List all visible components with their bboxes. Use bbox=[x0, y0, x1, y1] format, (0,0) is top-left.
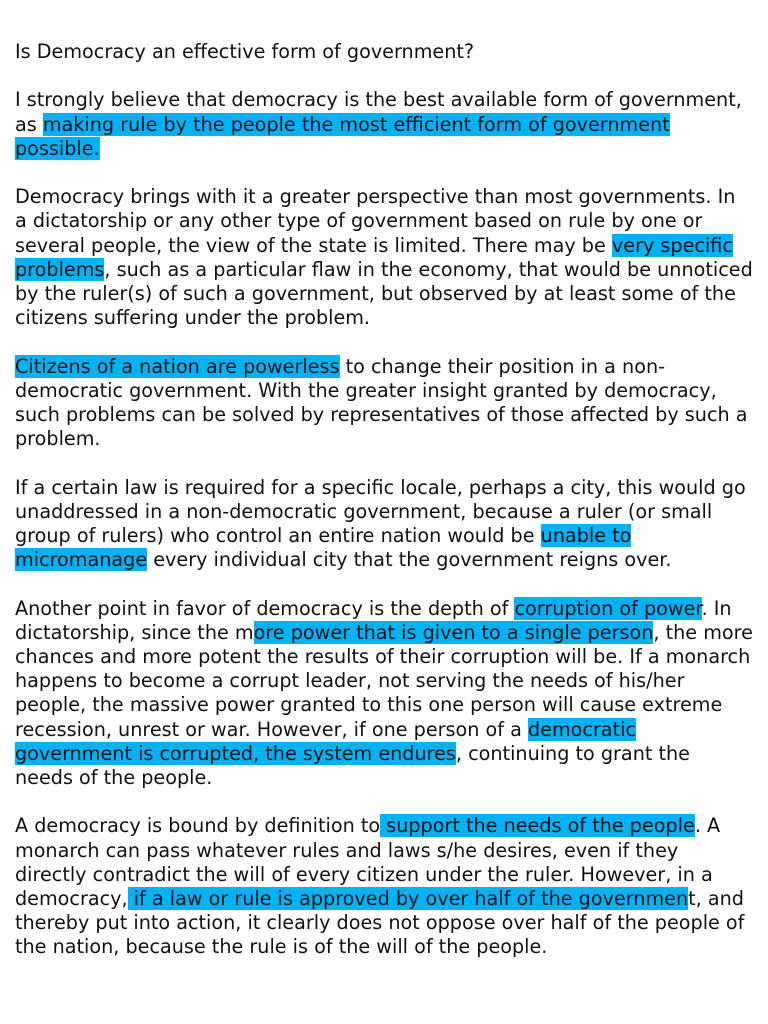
paragraph-2 bbox=[15, 185, 753, 330]
highlighted-text: corruption of power bbox=[514, 596, 702, 620]
paragraph-4 bbox=[15, 476, 753, 573]
paragraph-text: . In dictatorship, since the m bbox=[15, 596, 732, 644]
highlighted-text: support the needs of the people bbox=[380, 814, 695, 838]
paragraph-text: Democracy brings with it a greater perspective than most governments. In a dictatorship or any other type of government based on rule by one or several people, the view of the state is limited. There may be bbox=[15, 185, 736, 257]
paragraph-text: . A monarch can pass whatever rules and laws s/he desires, even if they directly contradict the will of every citizen under the ruler. However, in a democracy, bbox=[15, 814, 721, 911]
paragraph-6 bbox=[15, 814, 753, 959]
highlighted-text: unable to micromanage bbox=[15, 524, 632, 572]
paragraph-text: I strongly believe that democracy is the best available form of government, as bbox=[15, 88, 742, 136]
paragraph-text: , the more chances and more potent the results of their corruption will be. If a monarch happens to become a corrupt leader, not serving the needs of his/her people, the massive power granted to this one person will cause extreme recession, unrest or war. However, if one person of a bbox=[15, 620, 753, 741]
paragraph-text: t, and thereby put into action, it clearly does not oppose over half of the people of the nation, because the rule is of the will of the people. bbox=[15, 887, 745, 959]
highlighted-text: Citizens of a nation are powerless bbox=[15, 354, 340, 378]
paragraph-text: every individual city that the government reigns over. bbox=[147, 548, 672, 572]
paragraph-text: Another point in favor of democracy is the depth of bbox=[15, 596, 515, 620]
highlighted-text: democratic government is corrupted, the system endures bbox=[15, 717, 636, 765]
paragraph-3 bbox=[15, 355, 753, 452]
paragraph-text: If a certain law is required for a specific locale, perhaps a city, this would go unaddressed in a non-democratic government, because a ruler (or small group of rulers) who control an entire nation would be bbox=[15, 475, 746, 547]
paragraph-text: A democracy is bound by definition to bbox=[15, 814, 381, 838]
document-body bbox=[15, 88, 753, 959]
highlighted-text: making rule by the people the most efficient form of government possible. bbox=[15, 112, 670, 160]
paragraph-text: , continuing to grant the needs of the people. bbox=[15, 741, 690, 790]
highlighted-text: ore power that is given to a single person bbox=[253, 620, 654, 644]
paragraph-text: to change their position in a non-democratic government. With the greater insight granted by democracy, such problems can be solved by representatives of those affected by such a problem. bbox=[15, 354, 748, 451]
highlighted-text: if a law or rule is approved by over half of the governmen bbox=[127, 887, 689, 911]
document-title: Is Democracy an effective form of government? bbox=[15, 40, 475, 63]
highlighted-text: very specific problems bbox=[15, 233, 733, 281]
paragraph-text: , such as a particular flaw in the economy, that would be unnoticed by the ruler(s) of such a government, but observed by at least some of the citizens suffering under the problem. bbox=[15, 257, 753, 330]
paragraph-5 bbox=[15, 597, 753, 791]
paragraph-1 bbox=[15, 88, 753, 161]
